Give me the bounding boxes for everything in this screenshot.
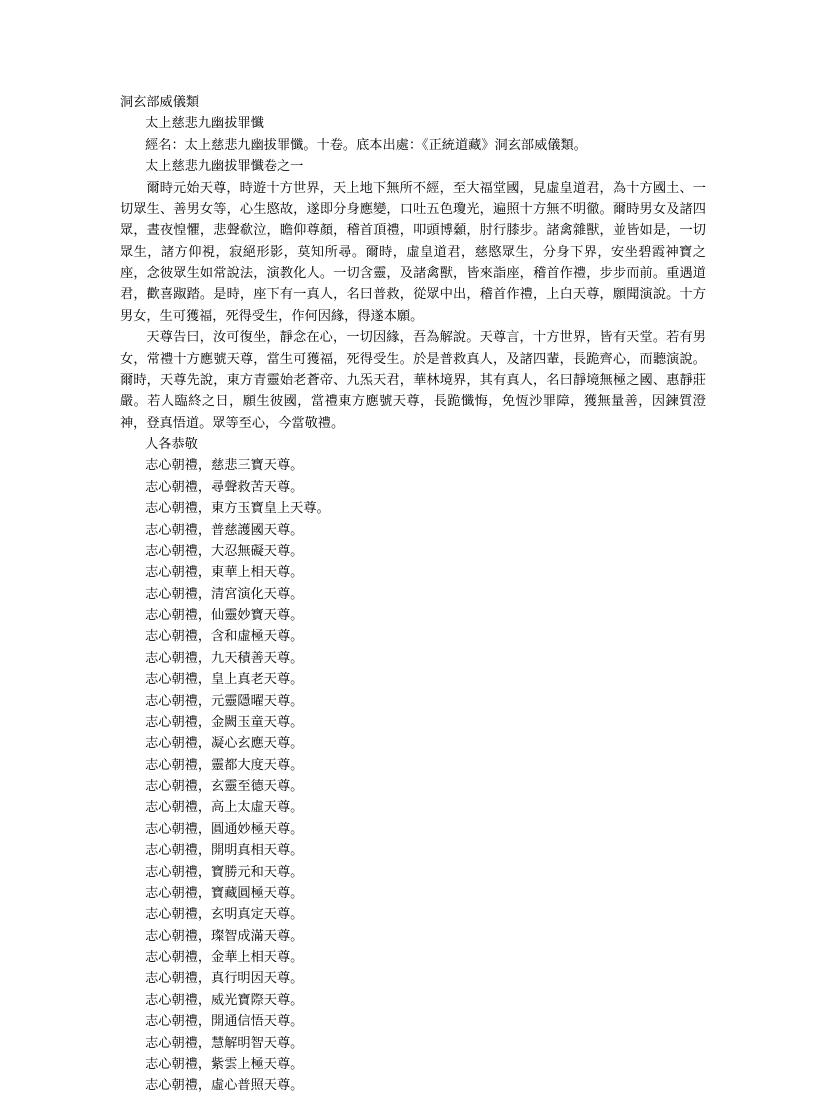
list-item: 志心朝禮，尋聲救苦天尊。 bbox=[145, 479, 304, 495]
volume-title: 太上慈悲九幽拔罪懺卷之一 bbox=[145, 159, 304, 175]
list-item: 志心朝禮，金華上相天尊。 bbox=[145, 950, 304, 965]
list-item: 志心朝禮，含和虛極天尊。 bbox=[145, 629, 304, 645]
list-item: 志心朝禮，虛心普照天尊。 bbox=[145, 1078, 304, 1094]
list-item: 志心朝禮，開通信悟天尊。 bbox=[145, 1014, 304, 1030]
list-item: 志心朝禮，普慈護國天尊。 bbox=[145, 522, 304, 538]
list-item: 志心朝禮，大忍無礙天尊。 bbox=[145, 543, 304, 559]
paragraph-1: 爾時元始天尊，時遊十方世界，天上地下無所不經，至大福堂國，見虛皇道君，為十方國土、一切眾生、善男女等，心生愍故，遂即分身應變，口吐五色瓊光，遍照十方無不明徹。爾時男女及諸四眾，晝夜惶懼，悲聲欷泣，瞻仰尊顏，稽首頂禮，叩頭博顙，肘行膝步。諸禽雜獸，並皆如是，一切眾生，諸方仰視，寂絕形影，莫知所尋。爾時，虛皇道君，慈愍眾生，分身下界，安坐碧霞神寶之座，念彼眾生如常說法，演教化人。一切含靈，及諸禽獸，皆來詣座，稽首作禮，步步而前。重遇道君，歡喜踧踏。是時，座下有一真人，名曰普救，從眾中出，稽首作禮，上白天尊，願聞演說。十方男女，生可獲福，死得受生，作何因緣，得遂本願。 bbox=[120, 180, 706, 324]
list-item: 志心朝禮，慈悲三寶天尊。 bbox=[145, 458, 304, 474]
list-item: 志心朝禮，仙靈妙寶天尊。 bbox=[145, 608, 304, 623]
document-subheading: 太上慈悲九幽拔罪懺 bbox=[145, 116, 264, 132]
list-item: 志心朝禮，東華上相天尊。 bbox=[145, 565, 304, 581]
paragraph-2: 天尊告曰，汝可復坐，靜念在心，一切因緣，吾為解說。天尊言，十方世界，皆有天堂。若有男女，常禮十方應號天尊，當生可獲福，死得受生。於是普救真人，及諸四輩，長跪齊心，而聽演說。爾時，天尊先說，東方青靈始老蒼帝、九炁天君，華林境界，其有真人，名曰靜境無極之國、惠靜莊嚴。若人臨終之日，願生彼國，當禮東方應號天尊，長跪懺悔，免恆沙罪障，獲無量善，因鍊質澄神，登真悟道。眾等至心，今當敬禮。 bbox=[120, 330, 706, 431]
list-item: 志心朝禮，紫雲上極天尊。 bbox=[145, 1056, 304, 1072]
list-item: 志心朝禮，璨智成滿天尊。 bbox=[145, 928, 304, 944]
sutra-info-line: 經名：太上慈悲九幽拔罪懺。十卷。底本出處：《正統道藏》洞玄部威儀類。 bbox=[145, 137, 587, 153]
list-item: 志心朝禮，凝心玄應天尊。 bbox=[145, 736, 304, 752]
list-item: 志心朝禮，圓通妙極天尊。 bbox=[145, 821, 304, 837]
list-item: 志心朝禮，威光寶際天尊。 bbox=[145, 992, 304, 1008]
list-item: 志心朝禮，清宮演化天尊。 bbox=[145, 586, 304, 602]
list-item: 志心朝禮，皇上真老天尊。 bbox=[145, 672, 304, 688]
list-item: 志心朝禮，真行明因天尊。 bbox=[145, 971, 304, 987]
document-body bbox=[120, 92, 706, 1097]
list-item: 志心朝禮，高上太虛天尊。 bbox=[145, 800, 304, 816]
list-item: 志心朝禮，玄明真定天尊。 bbox=[145, 907, 304, 923]
list-item: 志心朝禮，玄靈至德天尊。 bbox=[145, 779, 304, 794]
list-item: 志心朝禮，寶藏圓極天尊。 bbox=[145, 885, 304, 901]
invocation-list bbox=[120, 455, 706, 1096]
document-heading: 洞玄部威儀類 bbox=[120, 95, 200, 110]
list-item: 志心朝禮，靈都大度天尊。 bbox=[145, 757, 304, 773]
paragraph-3: 人各恭敬 bbox=[145, 437, 198, 452]
list-item: 志心朝禮，開明真相天尊。 bbox=[145, 843, 304, 859]
list-item: 志心朝禮，寶勝元和天尊。 bbox=[145, 864, 304, 880]
list-item: 志心朝禮，慧解明智天尊。 bbox=[145, 1035, 304, 1051]
list-item: 志心朝禮，東方玉寶皇上天尊。 bbox=[145, 501, 330, 517]
list-item: 志心朝禮，九天積善天尊。 bbox=[145, 650, 304, 666]
list-item: 志心朝禮，金闕玉童天尊。 bbox=[145, 714, 304, 730]
list-item: 志心朝禮，元靈隱曜天尊。 bbox=[145, 693, 304, 709]
